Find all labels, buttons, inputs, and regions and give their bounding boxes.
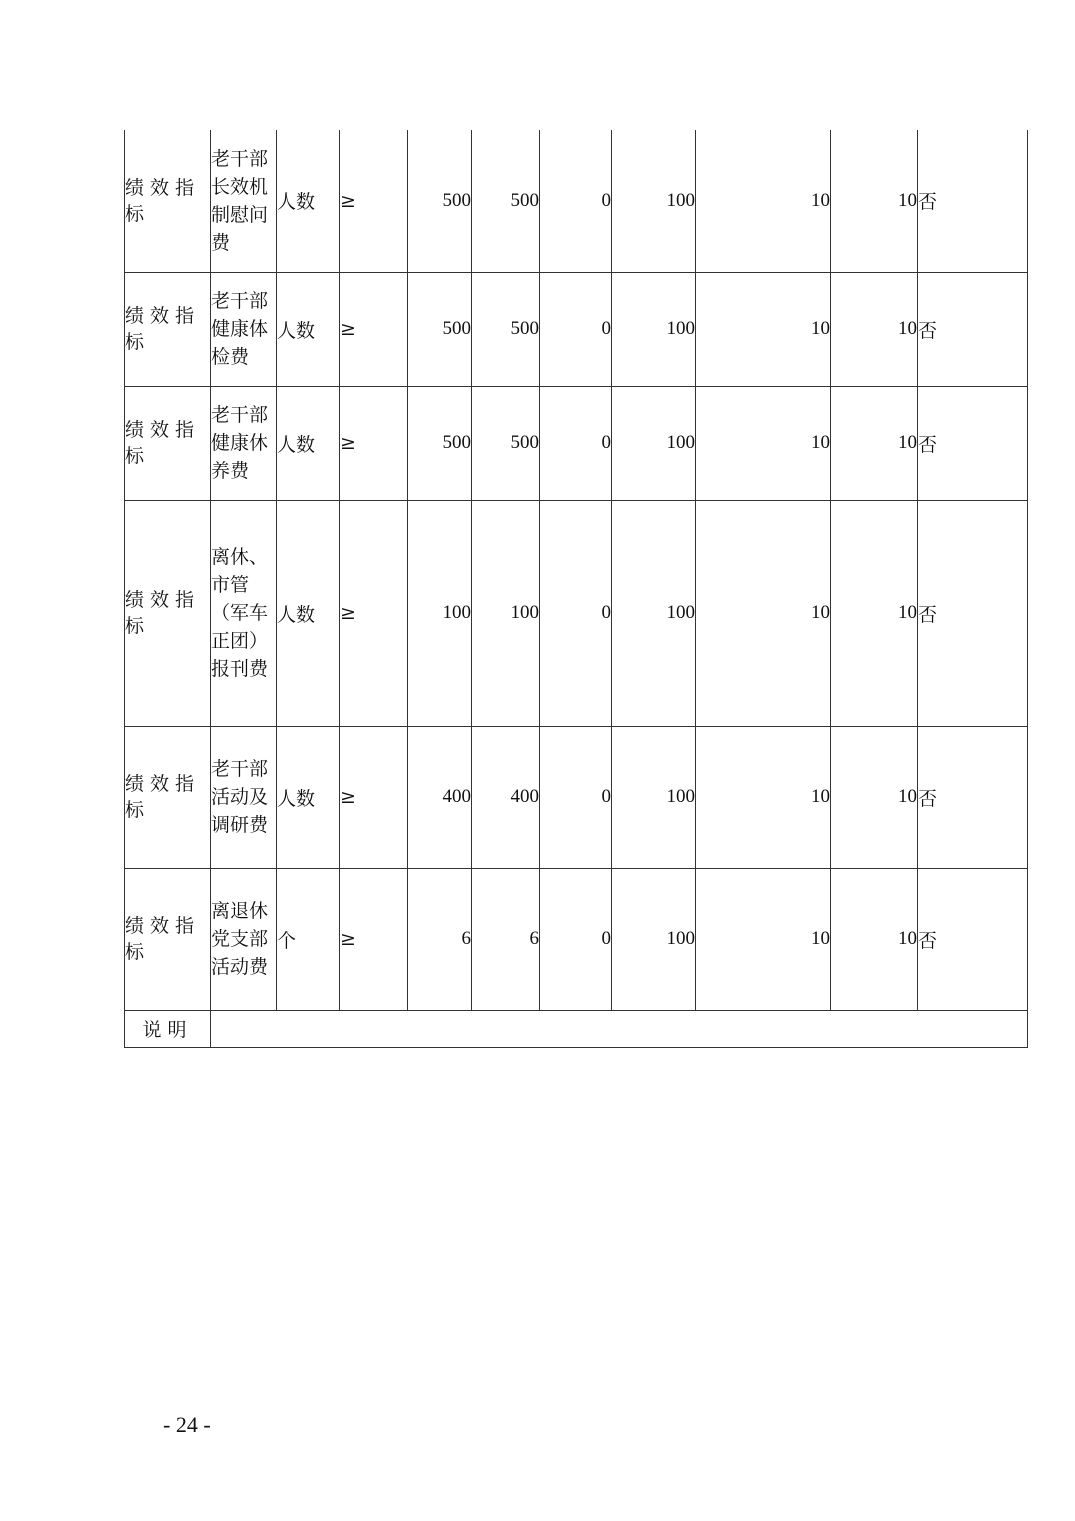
value-cell: 10 [696,500,831,726]
value-cell: 0 [540,726,612,868]
table-row [125,726,1028,868]
operator-cell: ≥ [340,130,408,272]
value-cell: 0 [540,868,612,1010]
value-cell: 0 [540,500,612,726]
page-number: - 24 - [163,1412,211,1437]
value-cell: 0 [540,272,612,386]
table-row [125,500,1028,726]
note-value-cell [211,1010,1028,1047]
value-cell: 10 [831,500,918,726]
operator-cell: ≥ [340,868,408,1010]
operator-cell: ≥ [340,386,408,500]
value-cell: 10 [696,272,831,386]
value-cell: 10 [831,868,918,1010]
value-cell: 6 [408,868,472,1010]
value-cell: 100 [612,726,696,868]
value-cell: 500 [472,386,540,500]
value-cell: 500 [408,272,472,386]
value-cell: 500 [472,130,540,272]
value-cell: 10 [831,726,918,868]
value-cell: 10 [831,272,918,386]
category-cell: 绩效指标 [125,868,211,1010]
flag-cell: 否 [918,272,1028,386]
value-cell: 0 [540,386,612,500]
value-cell: 500 [472,272,540,386]
table-row-note [125,1010,1028,1047]
value-cell: 400 [472,726,540,868]
value-cell: 10 [831,386,918,500]
value-cell: 100 [612,272,696,386]
value-cell: 0 [540,130,612,272]
flag-cell: 否 [918,500,1028,726]
unit-cell: 人数 [277,272,340,386]
unit-cell: 人数 [277,726,340,868]
value-cell: 10 [831,130,918,272]
value-cell: 100 [472,500,540,726]
category-cell: 绩效指标 [125,726,211,868]
unit-cell: 个 [277,868,340,1010]
table-row [125,130,1028,272]
value-cell: 6 [472,868,540,1010]
value-cell: 10 [696,130,831,272]
operator-cell: ≥ [340,726,408,868]
item-name-cell: 老干部活动及调研费 [211,726,277,868]
flag-cell: 否 [918,726,1028,868]
flag-cell: 否 [918,868,1028,1010]
category-cell: 绩效指标 [125,272,211,386]
value-cell: 400 [408,726,472,868]
value-cell: 100 [408,500,472,726]
item-name-cell: 老干部长效机制慰问费 [211,130,277,272]
performance-indicator-table [124,130,1028,1048]
value-cell: 10 [696,868,831,1010]
value-cell: 100 [612,500,696,726]
value-cell: 500 [408,130,472,272]
category-cell: 绩效指标 [125,386,211,500]
item-name-cell: 老干部健康体检费 [211,272,277,386]
unit-cell: 人数 [277,130,340,272]
table-row [125,272,1028,386]
unit-cell: 人数 [277,386,340,500]
item-name-cell: 离休、市管（军车正团）报刊费 [211,500,277,726]
category-cell: 绩效指标 [125,500,211,726]
table-row [125,386,1028,500]
flag-cell: 否 [918,130,1028,272]
operator-cell: ≥ [340,272,408,386]
category-cell: 绩效指标 [125,130,211,272]
item-name-cell: 离退休党支部活动费 [211,868,277,1010]
unit-cell: 人数 [277,500,340,726]
value-cell: 100 [612,868,696,1010]
value-cell: 10 [696,726,831,868]
value-cell: 100 [612,386,696,500]
item-name-cell: 老干部健康休养费 [211,386,277,500]
value-cell: 100 [612,130,696,272]
flag-cell: 否 [918,386,1028,500]
note-label-cell: 说明 [125,1010,211,1047]
value-cell: 500 [408,386,472,500]
table-row [125,868,1028,1010]
value-cell: 10 [696,386,831,500]
operator-cell: ≥ [340,500,408,726]
